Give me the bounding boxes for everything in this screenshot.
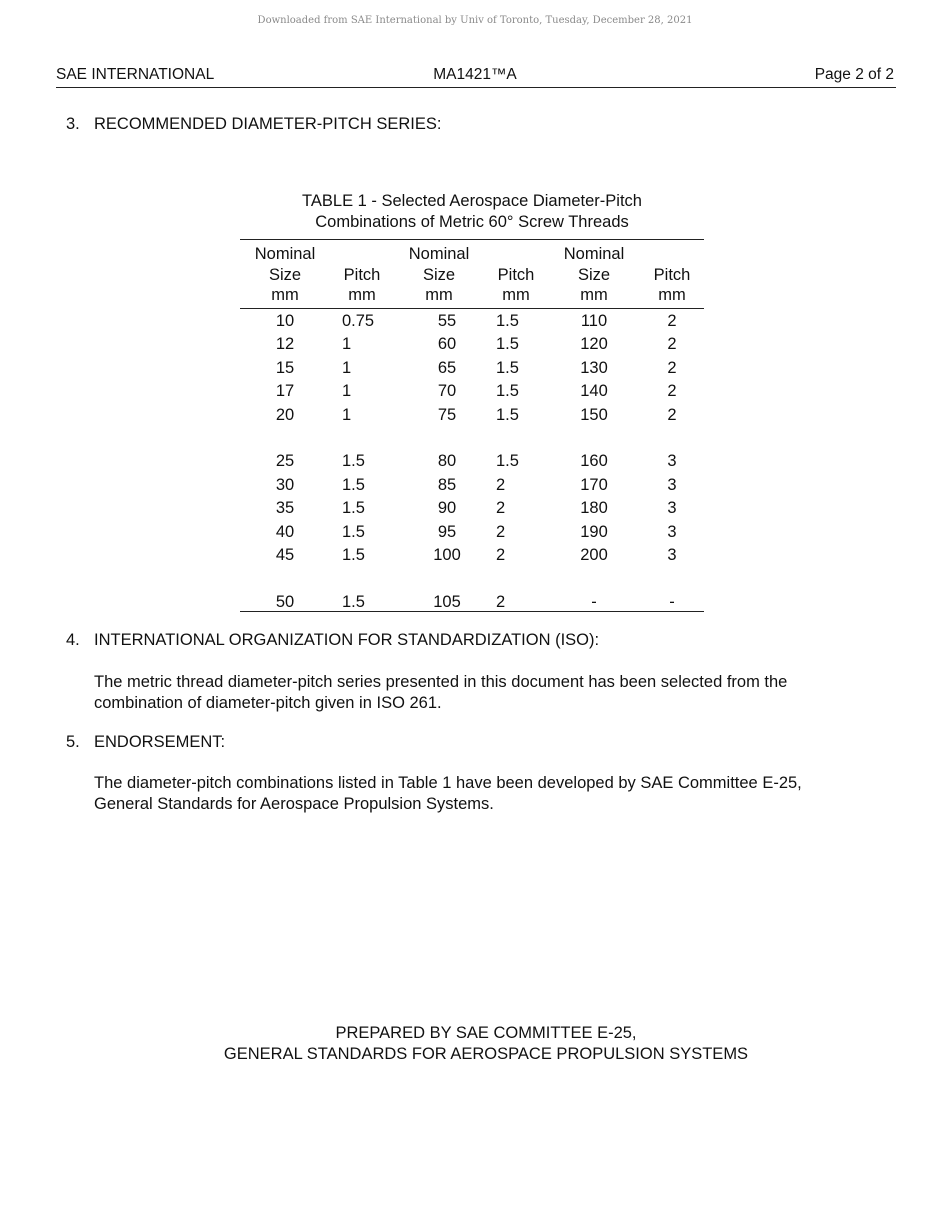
table-cell: 2 — [496, 499, 506, 518]
prepared-by: PREPARED BY SAE COMMITTEE E-25, GENERAL STANDARDS FOR AEROSPACE PROPULSION SYSTEMS — [223, 1024, 749, 1063]
table-cell: 35 — [275, 499, 295, 518]
table-cell: 2 — [496, 592, 506, 611]
table-cell: 95 — [437, 522, 457, 541]
table-cell: 1.5 — [342, 475, 365, 494]
table-cell: 2 — [667, 358, 677, 377]
table-cell: 2 — [667, 335, 677, 354]
table-cell: 1 — [342, 382, 352, 401]
table-row — [240, 310, 704, 333]
table-cell: 1.5 — [342, 522, 365, 541]
section-3-title: RECOMMENDED DIAMETER-PITCH SERIES: — [94, 115, 442, 133]
table-cell: 140 — [580, 382, 608, 401]
section-5-title: ENDORSEMENT: — [94, 733, 226, 751]
section-3-heading — [66, 115, 666, 137]
col2-header: Pitch mm — [343, 265, 381, 304]
table-cell: 110 — [580, 312, 608, 330]
table-cell: 2 — [667, 312, 677, 330]
table-row — [240, 544, 704, 567]
col3-header: Nominal Size mm — [408, 245, 470, 304]
header-org: SAE INTERNATIONAL — [56, 66, 215, 83]
table-cell: 180 — [580, 499, 608, 518]
table-cell: 2 — [667, 382, 677, 401]
table-cell: 80 — [437, 452, 457, 471]
table-cell: 85 — [437, 475, 457, 494]
table-cell: 60 — [437, 335, 457, 354]
table-cell: 17 — [275, 382, 295, 401]
table-cell: 1.5 — [496, 335, 519, 354]
header-page-number: Page 2 of 2 — [814, 66, 894, 83]
table-cell: 75 — [437, 405, 457, 424]
table-cell: 1 — [342, 405, 352, 424]
table-cell: 1.5 — [496, 312, 519, 330]
table-cell: 1.5 — [496, 382, 519, 401]
table-cell: 3 — [667, 546, 677, 565]
thread-table — [240, 310, 704, 614]
table-body-wrap — [240, 310, 704, 614]
table-cell: - — [591, 592, 597, 611]
table-cell: 15 — [275, 358, 295, 377]
table-row — [240, 497, 704, 520]
table-caption — [240, 191, 704, 233]
table-cell: - — [669, 592, 675, 611]
table-row — [240, 474, 704, 497]
table-cell: 90 — [437, 499, 457, 518]
table-cell: 200 — [580, 546, 608, 565]
table-cell: 55 — [437, 312, 457, 330]
table-cell: 3 — [667, 452, 677, 471]
table-spacer-row — [240, 427, 704, 450]
table-header — [240, 244, 704, 306]
table-cell: 1 — [342, 358, 352, 377]
table-cell: 130 — [580, 358, 608, 377]
col5-header: Nominal Size mm — [563, 245, 625, 304]
table-row — [240, 404, 704, 427]
table-cell: 190 — [580, 522, 608, 541]
thread-table-body — [240, 310, 704, 614]
table-cell: 1.5 — [496, 358, 519, 377]
table-cell: 160 — [580, 452, 608, 471]
table-cell: 0.75 — [342, 312, 375, 330]
table-cell: 3 — [667, 499, 677, 518]
table-cell: 45 — [275, 546, 295, 565]
table-caption-line-1: TABLE 1 - Selected Aerospace Diameter-Pitch — [302, 192, 642, 210]
table-row — [240, 333, 704, 356]
section-4-heading — [66, 631, 866, 653]
table-cell: 1.5 — [496, 452, 519, 471]
table-cell: 2 — [496, 522, 506, 541]
header-doc-id: MA1421™A — [433, 66, 517, 83]
table-cell: 25 — [275, 452, 295, 471]
col4-header: Pitch mm — [497, 265, 535, 304]
table-cell: 65 — [437, 358, 457, 377]
table-cell: 1.5 — [496, 405, 519, 424]
table-row — [240, 450, 704, 473]
table-cell: 100 — [433, 546, 461, 565]
table-cell: 3 — [667, 475, 677, 494]
table-cell: 170 — [580, 475, 608, 494]
section-5-heading — [66, 733, 666, 755]
table-spacer-row — [240, 567, 704, 590]
table-cell: 40 — [275, 522, 295, 541]
table-row — [240, 380, 704, 403]
section-4-paragraph: The metric thread diameter-pitch series presented in this document has been selected from the combination of diameter-pitch given in ISO 261. — [94, 673, 788, 712]
table-cell: 30 — [275, 475, 295, 494]
table-cell: 2 — [667, 405, 677, 424]
table-cell: 1.5 — [342, 499, 365, 518]
table-row — [240, 357, 704, 380]
download-watermark: Downloaded from SAE International by Univ of Toronto, Tuesday, December 28, 2021 — [257, 15, 693, 26]
table-cell: 20 — [275, 405, 295, 424]
section-3-number: 3. — [66, 115, 80, 133]
table-cell: 1.5 — [342, 592, 365, 611]
table-cell: 2 — [496, 475, 506, 494]
table-top-rule — [240, 239, 704, 240]
table-cell: 50 — [275, 592, 295, 611]
table-cell: 10 — [275, 312, 295, 330]
table-cell: 120 — [580, 335, 608, 354]
col1-header: Nominal Size mm — [254, 245, 316, 304]
table-cell: 12 — [275, 335, 295, 354]
table-cell: 105 — [433, 592, 461, 611]
section-5-number: 5. — [66, 733, 80, 751]
table-row — [240, 521, 704, 544]
table-cell: 70 — [437, 382, 457, 401]
section-4-number: 4. — [66, 631, 80, 649]
table-cell: 1.5 — [342, 546, 365, 565]
table-caption-line-2: Combinations of Metric 60° Screw Threads — [315, 213, 629, 231]
section-5-paragraph: The diameter-pitch combinations listed in Table 1 have been developed by SAE Committee E-25, General Standards for Aerospace Propulsion Systems. — [94, 774, 802, 813]
table-header-rule — [240, 308, 704, 309]
section-4-title: INTERNATIONAL ORGANIZATION FOR STANDARDIZATION (ISO): — [94, 631, 600, 649]
header-rule — [56, 87, 896, 88]
table-cell: 150 — [580, 405, 608, 424]
table-cell: 3 — [667, 522, 677, 541]
table-cell: 2 — [496, 546, 506, 565]
col6-header: Pitch mm — [653, 265, 691, 304]
table-cell: 1 — [342, 335, 352, 354]
table-cell: 1.5 — [342, 452, 365, 471]
table-bottom-rule — [240, 611, 704, 612]
